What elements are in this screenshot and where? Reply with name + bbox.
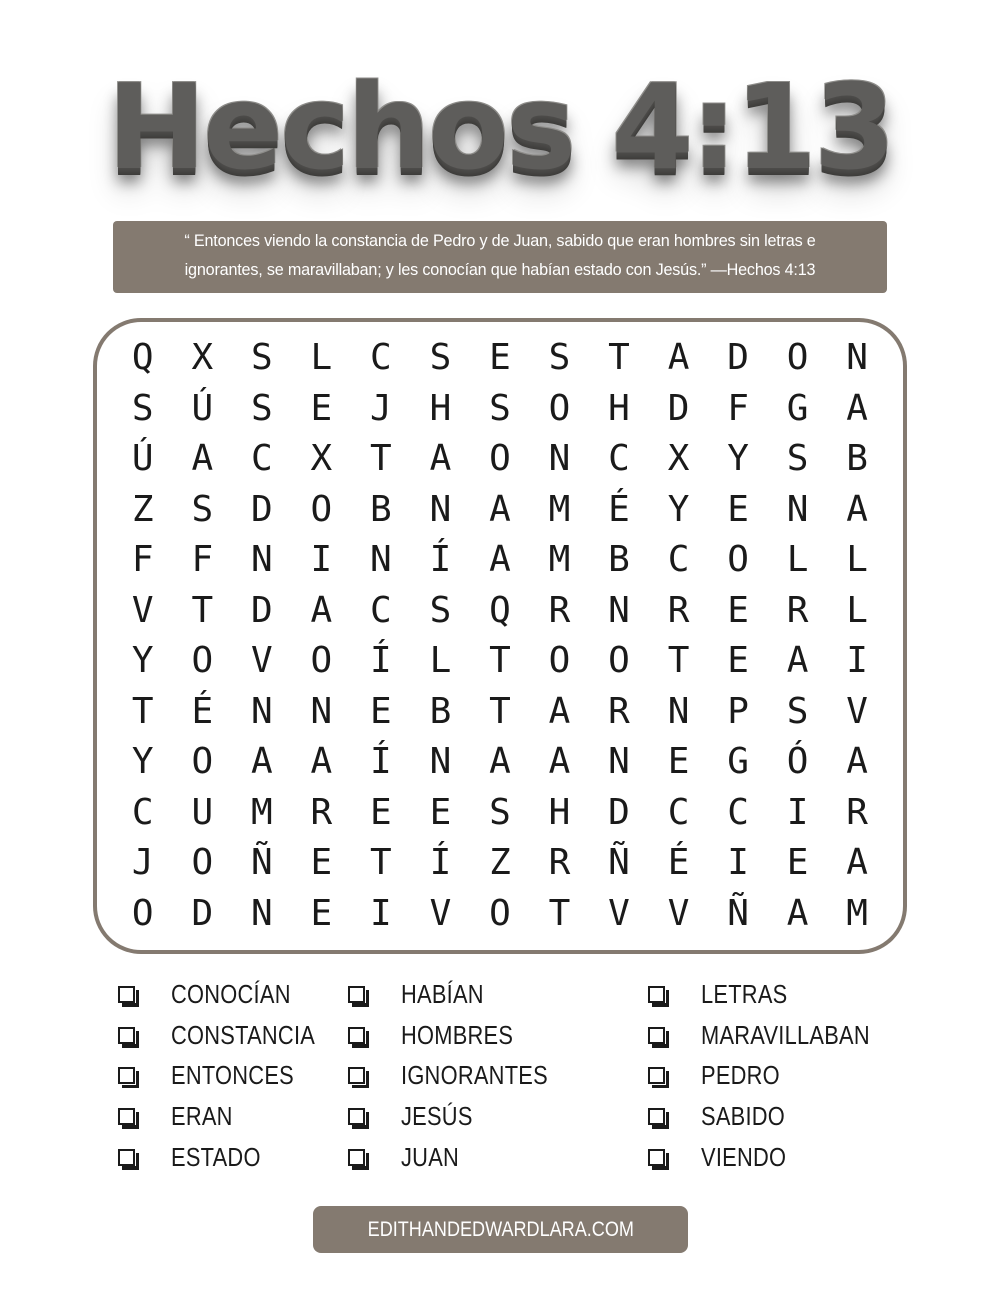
grid-cell[interactable]: S	[489, 387, 511, 429]
grid-cell[interactable]: L	[846, 589, 868, 631]
verse-banner	[113, 221, 887, 293]
grid-cell[interactable]: S	[429, 589, 452, 631]
grid-cell[interactable]: N	[667, 690, 690, 732]
grid-cell[interactable]: O	[489, 892, 511, 934]
grid-cell[interactable]: S	[429, 337, 452, 378]
grid-cell[interactable]: F	[727, 387, 749, 429]
grid-cell[interactable]: B	[608, 539, 630, 580]
grid-cell[interactable]: T	[191, 589, 214, 631]
grid-cell[interactable]: A	[846, 488, 868, 530]
grid-cell[interactable]: A	[310, 589, 333, 631]
word-list-item	[348, 1096, 576, 1137]
grid-cell[interactable]: X	[191, 337, 214, 378]
grid-cell[interactable]: T	[370, 842, 392, 883]
word-label: CONOCÍAN	[171, 978, 291, 1009]
grid-cell[interactable]: N	[786, 488, 809, 530]
grid-cell[interactable]: M	[548, 539, 571, 580]
checkbox-icon[interactable]	[118, 1027, 135, 1044]
grid-cell[interactable]: S	[250, 337, 273, 378]
website-label: EDITHANDEDWARDLARA.COM	[367, 1218, 634, 1241]
grid-cell[interactable]: A	[786, 892, 809, 934]
grid-cell[interactable]: D	[608, 791, 630, 833]
grid-cell[interactable]: A	[846, 387, 868, 429]
grid-cell[interactable]: A	[786, 640, 809, 681]
word-label: IGNORANTES	[401, 1060, 548, 1091]
grid-cell[interactable]: B	[846, 438, 868, 479]
grid-cell[interactable]: R	[548, 589, 571, 631]
word-label: MARAVILLABAN	[701, 1019, 870, 1050]
grid-cell[interactable]: Q	[131, 337, 154, 378]
word-list-item	[348, 1055, 576, 1096]
grid-cell[interactable]: Ú	[131, 438, 154, 479]
grid-cell[interactable]: Ñ	[250, 842, 273, 883]
checkbox-icon[interactable]	[348, 1108, 365, 1125]
grid-cell[interactable]: E	[429, 791, 452, 833]
grid-cell[interactable]: N	[250, 892, 273, 934]
grid-cell[interactable]: É	[608, 488, 630, 530]
grid-cell[interactable]: O	[310, 640, 333, 681]
grid-cell[interactable]: A	[489, 488, 511, 530]
grid-cell[interactable]: T	[608, 337, 630, 378]
grid-cell[interactable]: Ñ	[727, 892, 749, 934]
grid-cell[interactable]: V	[846, 690, 868, 732]
grid-cell[interactable]: E	[310, 892, 333, 934]
checkbox-icon[interactable]	[348, 986, 365, 1003]
grid-cell[interactable]: N	[370, 539, 392, 580]
grid-cell[interactable]: O	[608, 640, 630, 681]
grid-cell[interactable]: C	[667, 539, 690, 580]
grid-cell[interactable]: F	[131, 539, 154, 580]
grid-cell[interactable]: X	[667, 438, 690, 479]
grid-cell[interactable]: Y	[667, 488, 690, 530]
grid-cell[interactable]: Ó	[786, 741, 809, 782]
checkbox-icon[interactable]	[118, 986, 135, 1003]
grid-cell[interactable]: Ñ	[608, 842, 630, 883]
grid-cell[interactable]: E	[667, 741, 690, 782]
word-label: ERAN	[171, 1100, 233, 1131]
grid-cell[interactable]: S	[191, 488, 214, 530]
grid-cell[interactable]: A	[667, 337, 690, 378]
word-list	[0, 974, 1000, 1184]
grid-cell[interactable]: O	[191, 842, 214, 883]
grid-cell[interactable]: A	[429, 438, 452, 479]
checkbox-icon[interactable]	[648, 1149, 665, 1166]
grid-cell[interactable]: Í	[370, 640, 392, 681]
grid-cell[interactable]: D	[667, 387, 690, 429]
grid-cell[interactable]: G	[727, 741, 749, 782]
grid-cell[interactable]: M	[548, 488, 571, 530]
grid-cell[interactable]: A	[846, 741, 868, 782]
grid-cell[interactable]: O	[548, 640, 571, 681]
grid-cell[interactable]: X	[310, 438, 333, 479]
grid-cell[interactable]: A	[548, 690, 571, 732]
grid-cell[interactable]: C	[608, 438, 630, 479]
grid-cell[interactable]: D	[250, 589, 273, 631]
grid-cell[interactable]: V	[250, 640, 273, 681]
grid-cell[interactable]: Z	[131, 488, 154, 530]
checkbox-icon[interactable]	[648, 1108, 665, 1125]
word-list-item	[348, 1015, 576, 1056]
grid-cell[interactable]: B	[370, 488, 392, 530]
checkbox-icon[interactable]	[348, 1027, 365, 1044]
grid-cell[interactable]: N	[429, 741, 452, 782]
grid-cell[interactable]: Y	[131, 741, 154, 782]
grid-cell[interactable]: N	[608, 589, 630, 631]
grid-cell[interactable]: N	[608, 741, 630, 782]
grid-cell[interactable]: L	[846, 539, 868, 580]
grid-cell[interactable]: I	[727, 842, 749, 883]
word-column-2	[348, 974, 576, 1177]
grid-cell[interactable]: O	[191, 741, 214, 782]
word-list-item	[648, 1055, 902, 1096]
grid-cell[interactable]: N	[250, 539, 273, 580]
grid-cell[interactable]: A	[191, 438, 214, 479]
grid-cell[interactable]: T	[667, 640, 690, 681]
grid-cell[interactable]: T	[370, 438, 392, 479]
letter-grid	[113, 333, 887, 939]
grid-cell[interactable]: N	[548, 438, 571, 479]
grid-cell[interactable]: O	[489, 438, 511, 479]
grid-cell[interactable]: P	[727, 690, 749, 732]
word-column-3	[648, 974, 902, 1177]
grid-cell[interactable]: O	[548, 387, 571, 429]
grid-cell[interactable]: Z	[489, 842, 511, 883]
grid-cell[interactable]: D	[250, 488, 273, 530]
grid-cell[interactable]: A	[250, 741, 273, 782]
grid-cell[interactable]: L	[429, 640, 452, 681]
grid-cell[interactable]: S	[548, 337, 571, 378]
grid-cell[interactable]: M	[846, 892, 868, 934]
word-list-item	[348, 974, 576, 1015]
checkbox-icon[interactable]	[348, 1067, 365, 1084]
grid-cell[interactable]: N	[310, 690, 333, 732]
word-label: SABIDO	[701, 1100, 786, 1131]
page-title: Hechos 4:13	[107, 58, 893, 196]
grid-cell[interactable]: A	[489, 741, 511, 782]
checkbox-icon[interactable]	[118, 1067, 135, 1084]
grid-cell[interactable]: B	[429, 690, 452, 732]
grid-cell[interactable]: O	[191, 640, 214, 681]
word-label: CONSTANCIA	[171, 1019, 316, 1050]
grid-cell[interactable]: Í	[429, 539, 452, 580]
word-label: HABÍAN	[401, 978, 484, 1009]
word-label: JESÚS	[401, 1100, 473, 1131]
grid-cell[interactable]: E	[727, 589, 749, 631]
grid-cell[interactable]: S	[786, 438, 809, 479]
checkbox-icon[interactable]	[648, 1067, 665, 1084]
word-label: JUAN	[401, 1141, 460, 1172]
grid-cell[interactable]: H	[548, 791, 571, 833]
grid-cell[interactable]: I	[370, 892, 392, 934]
grid-cell[interactable]: R	[548, 842, 571, 883]
grid-cell[interactable]: Q	[489, 589, 511, 631]
grid-cell[interactable]: E	[370, 690, 392, 732]
grid-cell[interactable]: L	[786, 539, 809, 580]
grid-cell[interactable]: T	[131, 690, 154, 732]
grid-cell[interactable]: E	[727, 640, 749, 681]
checkbox-icon[interactable]	[348, 1149, 365, 1166]
grid-cell[interactable]: C	[250, 438, 273, 479]
grid-cell[interactable]: H	[608, 387, 630, 429]
grid-cell[interactable]: V	[131, 589, 154, 631]
grid-cell[interactable]: S	[489, 791, 511, 833]
word-label: HOMBRES	[401, 1019, 514, 1050]
grid-cell[interactable]: O	[131, 892, 154, 934]
grid-cell[interactable]: D	[191, 892, 214, 934]
grid-cell[interactable]: C	[727, 791, 749, 833]
grid-cell[interactable]: G	[786, 387, 809, 429]
grid-cell[interactable]: J	[370, 387, 392, 429]
grid-cell[interactable]: D	[727, 337, 749, 378]
word-list-item	[348, 1137, 576, 1178]
grid-cell[interactable]: V	[429, 892, 452, 934]
grid-cell[interactable]: A	[489, 539, 511, 580]
grid-cell[interactable]: O	[727, 539, 749, 580]
grid-cell[interactable]: C	[131, 791, 154, 833]
word-label: ESTADO	[171, 1141, 261, 1172]
word-list-item	[118, 1015, 343, 1056]
grid-cell[interactable]: R	[846, 791, 868, 833]
checkbox-icon[interactable]	[648, 1027, 665, 1044]
grid-cell[interactable]: R	[310, 791, 333, 833]
grid-cell[interactable]: Y	[727, 438, 749, 479]
grid-cell[interactable]: Í	[429, 842, 452, 883]
grid-cell[interactable]: S	[786, 690, 809, 732]
checkbox-icon[interactable]	[118, 1108, 135, 1125]
word-column-1	[118, 974, 343, 1177]
grid-cell[interactable]: C	[667, 791, 690, 833]
grid-cell[interactable]: Í	[370, 741, 392, 782]
word-list-item	[118, 1096, 343, 1137]
grid-cell[interactable]: J	[131, 842, 154, 883]
verse-line-1: “ Entonces viendo la constancia de Pedro y de Juan, sabido que eran hombres sin letras e	[184, 232, 816, 250]
grid-cell[interactable]: É	[667, 842, 690, 883]
grid-cell[interactable]: R	[667, 589, 690, 631]
grid-cell[interactable]: É	[191, 690, 214, 732]
grid-cell[interactable]: E	[370, 791, 392, 833]
grid-cell[interactable]: U	[191, 791, 214, 833]
grid-cell[interactable]: N	[250, 690, 273, 732]
grid-cell[interactable]: T	[548, 892, 571, 934]
word-list-item	[118, 1137, 343, 1178]
grid-cell[interactable]: T	[489, 640, 511, 681]
checkbox-icon[interactable]	[648, 986, 665, 1003]
verse-line-2: ignorantes, se maravillaban; y les conocían que habían estado con Jesús.” —Hechos 4:13	[184, 261, 816, 279]
word-label: ENTONCES	[171, 1060, 294, 1091]
grid-cell[interactable]: I	[310, 539, 333, 580]
grid-cell[interactable]: A	[310, 741, 333, 782]
grid-cell[interactable]: E	[727, 488, 749, 530]
word-list-item	[648, 1096, 902, 1137]
grid-cell[interactable]: L	[310, 337, 333, 378]
grid-cell[interactable]: R	[608, 690, 630, 732]
grid-cell[interactable]: Y	[131, 640, 154, 681]
word-list-item	[648, 1137, 902, 1178]
grid-cell[interactable]: R	[786, 589, 809, 631]
grid-cell[interactable]: I	[846, 640, 868, 681]
grid-cell[interactable]: M	[250, 791, 273, 833]
word-list-item	[118, 1055, 343, 1096]
grid-cell[interactable]: E	[489, 337, 511, 378]
grid-cell[interactable]: N	[846, 337, 868, 378]
grid-cell[interactable]: O	[310, 488, 333, 530]
grid-cell[interactable]: E	[310, 387, 333, 429]
grid-cell[interactable]: I	[786, 791, 809, 833]
grid-cell[interactable]: N	[429, 488, 452, 530]
grid-cell[interactable]: E	[310, 842, 333, 883]
word-label: VIENDO	[701, 1141, 787, 1172]
grid-cell[interactable]: C	[370, 337, 392, 378]
grid-cell[interactable]: H	[429, 387, 452, 429]
grid-cell[interactable]: Ú	[191, 387, 214, 429]
grid-cell[interactable]: A	[548, 741, 571, 782]
grid-cell[interactable]: C	[370, 589, 392, 631]
checkbox-icon[interactable]	[118, 1149, 135, 1166]
grid-cell[interactable]: A	[846, 842, 868, 883]
word-list-item	[118, 974, 343, 1015]
grid-cell[interactable]: V	[667, 892, 690, 934]
grid-cell[interactable]: O	[786, 337, 809, 378]
word-label: PEDRO	[701, 1060, 780, 1091]
grid-cell[interactable]: F	[191, 539, 214, 580]
website-footer	[313, 1206, 688, 1253]
word-list-item	[648, 1015, 902, 1056]
word-list-item	[648, 974, 902, 1015]
grid-cell[interactable]: T	[489, 690, 511, 732]
grid-cell[interactable]: S	[131, 387, 154, 429]
grid-cell[interactable]: S	[250, 387, 273, 429]
grid-cell[interactable]: E	[786, 842, 809, 883]
word-label: LETRAS	[701, 978, 788, 1009]
grid-cell[interactable]: V	[608, 892, 630, 934]
